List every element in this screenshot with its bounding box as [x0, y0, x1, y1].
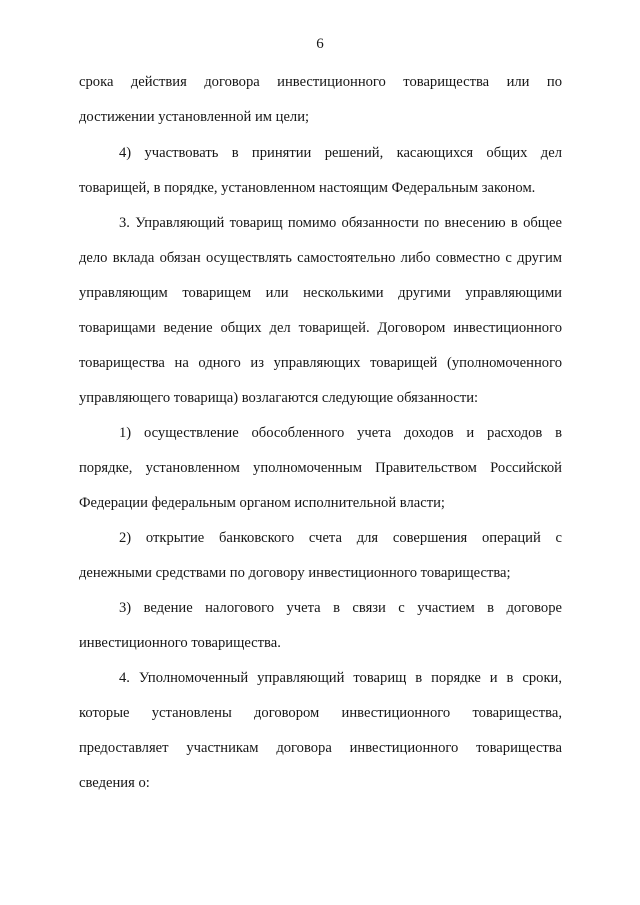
text-line: достижении установленной им цели; — [79, 109, 310, 125]
text-line: сведения о: — [79, 775, 150, 791]
text-line: срока действия договора инвестиционного товарищества или по — [79, 74, 562, 90]
text-line: управляющего товарища) возлагаются следующие обязанности: — [79, 390, 479, 406]
text-line: денежными средствами по договору инвестиционного товарищества; — [79, 565, 511, 581]
text-line: предоставляет участникам договора инвестиционного товарищества — [79, 740, 562, 756]
text-line: товарищей, в порядке, установленном настоящим Федеральным законом. — [79, 180, 536, 196]
text-line: порядке, установленном уполномоченным Правительством Российской — [79, 460, 562, 476]
text-line: 2) открытие банковского счета для совершения операций с — [119, 530, 562, 546]
text-line: 1) осуществление обособленного учета доходов и расходов в — [119, 425, 562, 441]
text-line: товарищами ведение общих дел товарищей. Договором инвестиционного — [79, 320, 562, 336]
text-line: 4. Уполномоченный управляющий товарищ в порядке и в сроки, — [119, 670, 562, 686]
text-line: 3. Управляющий товарищ помимо обязанности по внесению в общее — [119, 215, 562, 231]
text-line: Федерации федеральным органом исполнительной власти; — [79, 495, 445, 511]
page-number: 6 — [316, 36, 324, 52]
text-line: дело вклада обязан осуществлять самостоятельно либо совместно с другим — [79, 250, 562, 266]
text-line: 4) участвовать в принятии решений, касающихся общих дел — [119, 145, 562, 161]
text-line: которые установлены договором инвестиционного товарищества, — [79, 705, 562, 721]
text-line: 3) ведение налогового учета в связи с участием в договоре — [119, 600, 562, 616]
text-line: управляющим товарищем или несколькими другими управляющими — [79, 285, 562, 301]
text-line: товарищества на одного из управляющих товарищей (уполномоченного — [79, 355, 562, 371]
text-line: инвестиционного товарищества. — [79, 635, 281, 651]
